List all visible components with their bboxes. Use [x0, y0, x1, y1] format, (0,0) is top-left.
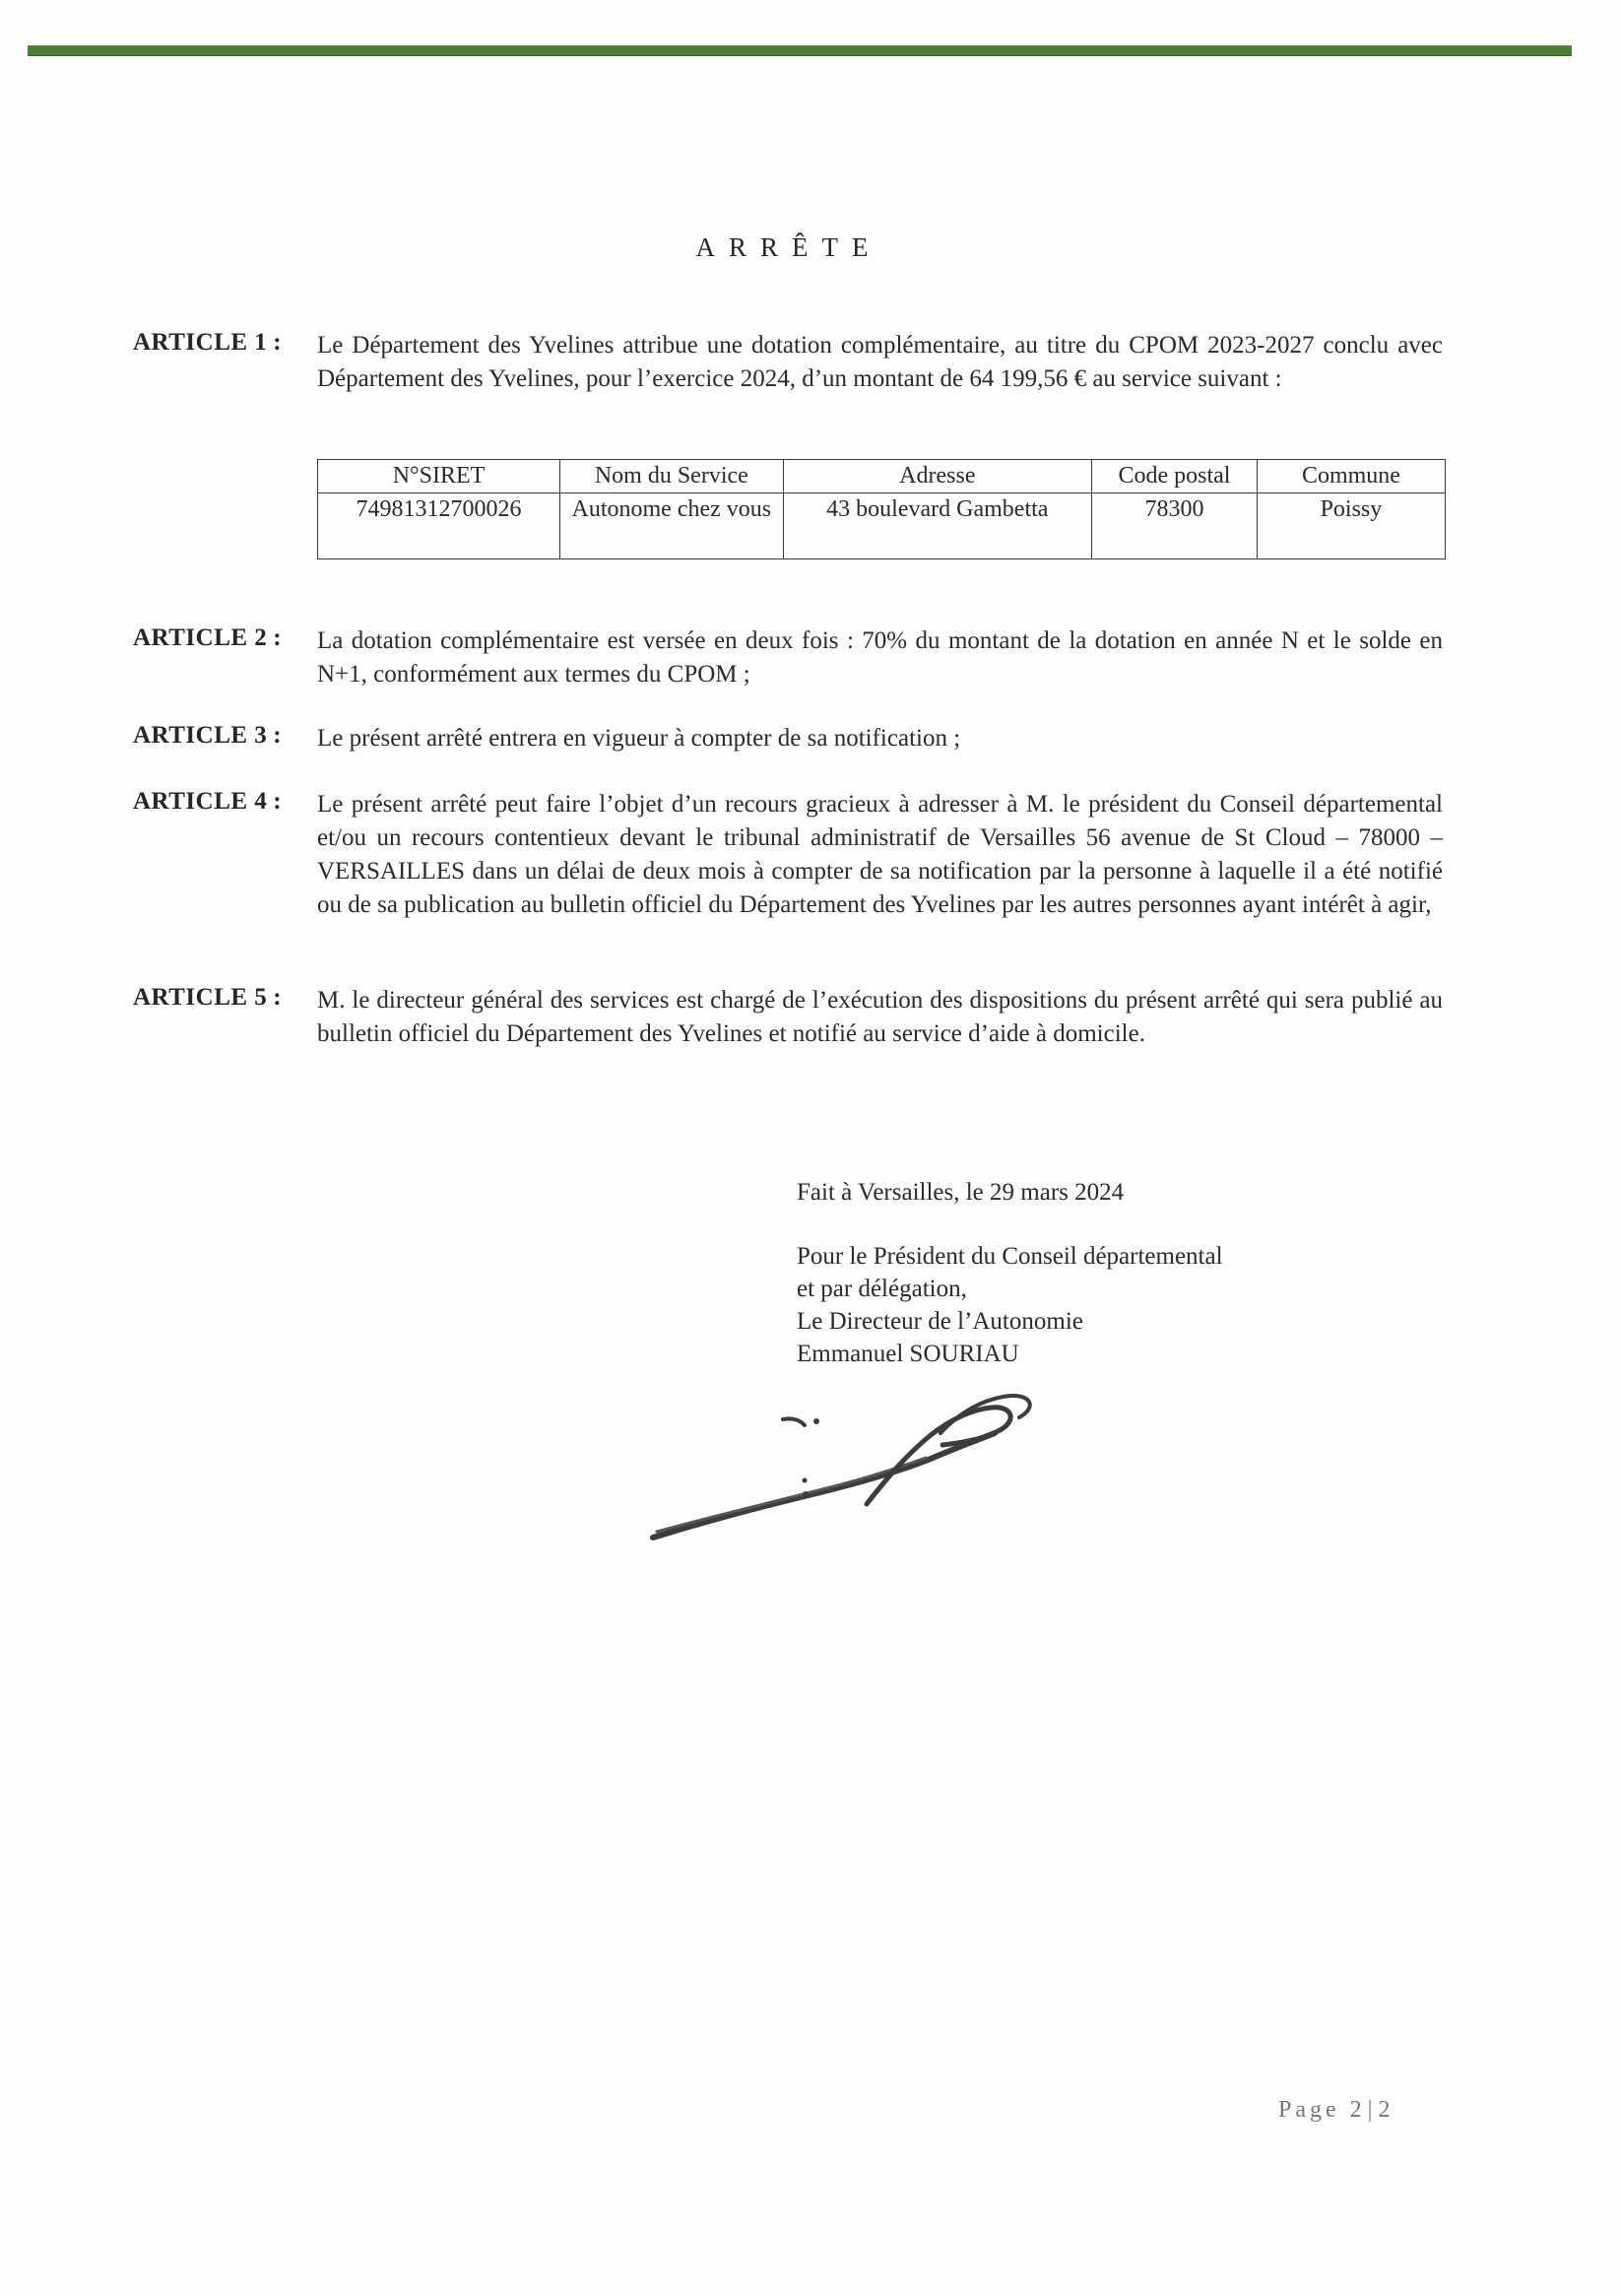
- header-rule: [28, 45, 1572, 56]
- signature-line-2: et par délégation,: [797, 1276, 967, 1302]
- article-label-text: ARTICLE 1: [133, 329, 268, 356]
- page-word: Page: [1278, 2097, 1340, 2123]
- article-label-colon: :: [273, 329, 283, 356]
- article-4-text: Le présent arrêté peut faire l’objet d’un recours gracieux à adresser à M. le président du Conseil départemental et/ou un recours contentieux devant le tribunal administratif de Versailles 56 avenue de St Cloud – 78000 – VERSAILLES dans un délai de deux mois à compter de sa notification par la personne à laquelle il a été notifié ou de sa publication au bulletin officiel du Département des Yvelines par les autres personnes ayant intérêt à agir,: [317, 791, 1443, 918]
- article-3-text: Le présent arrêté entrera en vigueur à compter de sa notification ;: [317, 725, 961, 752]
- article-1-text: Le Département des Yvelines attribue une dotation complémentaire, au titre du CPOM 2023-2027 conclu avec Département des Yvelines, pour l’exercice 2024, d’un montant de 64 199,56 € au service suivant :: [317, 332, 1443, 392]
- article-4: [133, 788, 1443, 922]
- article-label-colon: :: [273, 788, 283, 815]
- article-label-text: ARTICLE 4: [133, 788, 268, 815]
- article-1: [133, 329, 1443, 396]
- cell-siret: 74981312700026: [318, 493, 560, 559]
- page-number: [1278, 2097, 1394, 2124]
- header-siret: N°SIRET: [318, 460, 560, 493]
- signature-line-3: Le Directeur de l’Autonomie: [797, 1308, 1083, 1335]
- page-total: 2: [1378, 2097, 1394, 2123]
- article-1-label: [133, 329, 317, 396]
- cell-adresse: 43 boulevard Gambetta: [783, 493, 1092, 559]
- signature-signatory-name: Emmanuel SOURIAU: [797, 1341, 1019, 1367]
- article-5-text: M. le directeur général des services est chargé de l’exécution des dispositions du présent arrêté qui sera publié au bulletin officiel du Département des Yvelines et notifié au service d’aide à domicile.: [317, 987, 1443, 1047]
- cell-code-postal: 78300: [1092, 493, 1258, 559]
- cell-nom-service: Autonome chez vous: [560, 493, 784, 559]
- table-header-row: [318, 460, 1446, 493]
- signature-line-1: Pour le Président du Conseil départemental: [797, 1243, 1223, 1270]
- service-table: [317, 459, 1446, 559]
- article-label-text: ARTICLE 2: [133, 624, 268, 651]
- article-5: [133, 984, 1443, 1051]
- article-2-label: [133, 624, 317, 691]
- article-label-text: ARTICLE 3: [133, 722, 268, 749]
- header-adresse: Adresse: [783, 460, 1092, 493]
- article-3: [133, 722, 1443, 755]
- header-commune: Commune: [1257, 460, 1445, 493]
- header-code-postal: Code postal: [1092, 460, 1258, 493]
- article-label-text: ARTICLE 5: [133, 984, 268, 1011]
- article-label-colon: :: [273, 624, 283, 651]
- signature-block: [797, 1176, 1223, 1370]
- article-4-label: [133, 788, 317, 922]
- cell-commune: Poissy: [1257, 493, 1445, 559]
- document-title: ARRÊTE: [695, 232, 882, 262]
- page-separator: |: [1367, 2097, 1377, 2123]
- article-label-colon: :: [273, 984, 283, 1011]
- article-3-label: [133, 722, 317, 755]
- table-row: [318, 493, 1446, 559]
- page-current: 2: [1349, 2097, 1366, 2123]
- article-2: [133, 624, 1443, 691]
- signature-place-date: Fait à Versailles, le 29 mars 2024: [797, 1179, 1125, 1206]
- article-2-text: La dotation complémentaire est versée en deux fois : 70% du montant de la dotation en année N et le solde en N+1, conformément aux termes du CPOM ;: [317, 627, 1443, 688]
- header-nom-service: Nom du Service: [560, 460, 784, 493]
- article-label-colon: :: [273, 722, 283, 749]
- handwritten-signature-icon: [645, 1374, 1059, 1551]
- article-5-label: [133, 984, 317, 1051]
